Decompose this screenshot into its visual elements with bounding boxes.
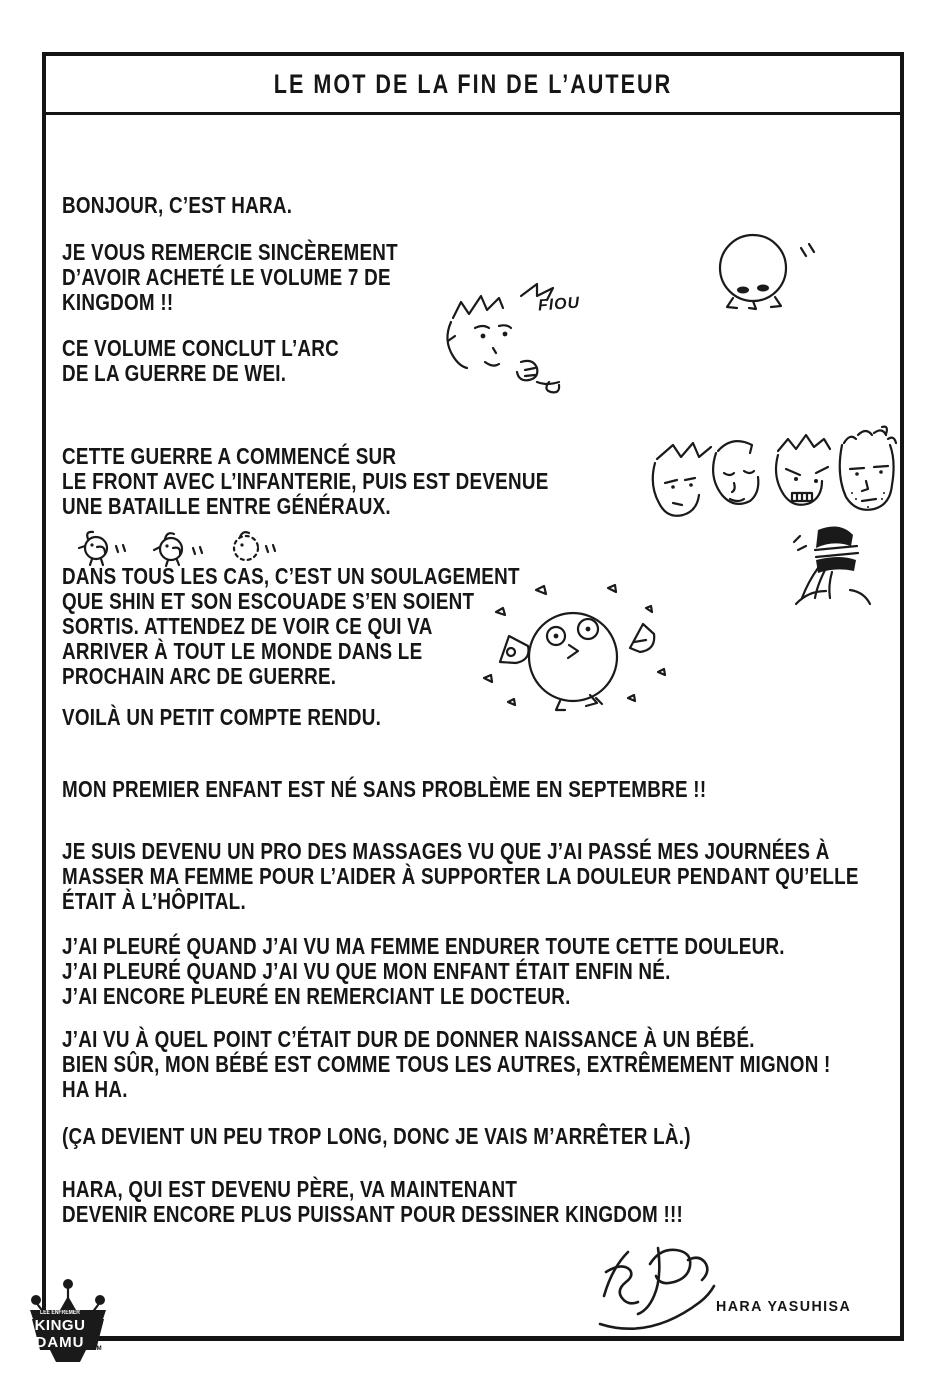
text-line: J’AI VU À QUEL POINT C’ÉTAIT DUR DE DONNER NAISSANCE À UN BÉBÉ. bbox=[62, 1026, 755, 1052]
generals-faces-doodle bbox=[642, 425, 900, 530]
text-line: SORTIS. ATTENDEZ DE VOIR CE QUI VA bbox=[62, 613, 433, 639]
fiou-label: FIOU bbox=[537, 294, 581, 315]
paragraph-volume-arc bbox=[62, 336, 339, 386]
text-line: MON PREMIER ENFANT EST NÉ SANS PROBLÈME EN SEPTEMBRE !! bbox=[62, 776, 707, 802]
text-line: QUE SHIN ET SON ESCOUADE S’EN SOIENT bbox=[62, 588, 475, 614]
text-line: J’AI PLEURÉ QUAND J’AI VU QUE MON ENFANT ÉTAIT ENFIN NÉ. bbox=[62, 958, 671, 984]
text-line: KINGDOM !! bbox=[62, 289, 174, 315]
text-line: CE VOLUME CONCLUT L’ARC bbox=[62, 335, 340, 361]
text-line: HARA, QUI EST DEVENU PÈRE, VA MAINTENANT bbox=[62, 1176, 518, 1202]
frame-bottom-border bbox=[42, 1336, 904, 1341]
logo-text-kingu: KINGU bbox=[34, 1317, 86, 1334]
paragraph-baby-born bbox=[62, 777, 706, 802]
signature-handwriting bbox=[592, 1238, 737, 1338]
text-line: MASSER MA FEMME POUR L’AIDER À SUPPORTER LA DOULEUR PENDANT QU’ELLE bbox=[62, 863, 859, 889]
text-line: DEVENIR ENCORE PLUS PUISSANT POUR DESSINER KINGDOM !!! bbox=[62, 1201, 684, 1227]
paragraph-massages bbox=[62, 839, 859, 914]
logo-text-damu: DAMU bbox=[35, 1334, 85, 1351]
text-line: VOILÀ UN PETIT COMPTE RENDU. bbox=[62, 704, 382, 730]
paragraph-birth bbox=[62, 1027, 831, 1102]
text-line: CETTE GUERRE A COMMENCÉ SUR bbox=[62, 443, 397, 469]
paragraph-tears bbox=[62, 934, 785, 1009]
title-band bbox=[46, 56, 900, 112]
text-line: JE SUIS DEVENU UN PRO DES MASSAGES VU QUE J’AI PASSÉ MES JOURNÉES À bbox=[62, 838, 830, 864]
text-line: PROCHAIN ARC DE GUERRE. bbox=[62, 663, 337, 689]
text-line: HA HA. bbox=[62, 1076, 128, 1102]
paragraph-summary bbox=[62, 705, 381, 730]
title-divider bbox=[42, 112, 904, 115]
paragraph-war-start bbox=[62, 444, 549, 519]
logo-micro-text: LEE ENFREMER bbox=[40, 1310, 80, 1316]
paragraph-thanks bbox=[62, 240, 398, 315]
text-line: J’AI ENCORE PLEURÉ EN REMERCIANT LE DOCTEUR. bbox=[62, 983, 571, 1009]
text-line: ARRIVER À TOUT LE MONDE DANS LE bbox=[62, 638, 423, 664]
owl-doodle bbox=[478, 582, 673, 717]
text-line: (ÇA DEVIENT UN PEU TROP LONG, DONC JE VAIS M’ARRÊTER LÀ.) bbox=[62, 1123, 691, 1149]
text-line: BONJOUR, C’EST HARA. bbox=[62, 192, 293, 218]
text-line: J’AI PLEURÉ QUAND J’AI VU MA FEMME ENDURER TOUTE CETTE DOULEUR. bbox=[62, 933, 785, 959]
paragraph-relief bbox=[62, 564, 520, 689]
back-figure-doodle bbox=[788, 524, 873, 616]
text-line: BIEN SÛR, MON BÉBÉ EST COMME TOUS LES AUTRES, EXTRÊMEMENT MIGNON ! bbox=[62, 1051, 831, 1077]
page-title: LE MOT DE LA FIN DE L’AUTEUR bbox=[273, 68, 673, 99]
chicks-doodle bbox=[78, 520, 288, 568]
text-line: DANS TOUS LES CAS, C’EST UN SOULAGEMENT bbox=[62, 563, 520, 589]
paragraph-greeting bbox=[62, 193, 292, 218]
frame-left-border bbox=[42, 52, 46, 1341]
text-line: DE LA GUERRE DE WEI. bbox=[62, 360, 287, 386]
logo-tm-mark: TM bbox=[93, 1346, 102, 1352]
paragraph-closing bbox=[62, 1177, 683, 1227]
text-line: D’AVOIR ACHETÉ LE VOLUME 7 DE bbox=[62, 264, 391, 290]
text-line: UNE BATAILLE ENTRE GÉNÉRAUX. bbox=[62, 493, 391, 519]
text-line: JE VOUS REMERCIE SINCÈREMENT bbox=[62, 239, 398, 265]
frame-right-border bbox=[900, 52, 904, 1341]
text-line: LE FRONT AVEC L’INFANTERIE, PUIS EST DEVENUE bbox=[62, 468, 549, 494]
author-name: HARA YASUHISA bbox=[716, 1298, 852, 1315]
paragraph-too-long bbox=[62, 1124, 691, 1149]
blob-back-doodle bbox=[705, 228, 815, 313]
text-line: ÉTAIT À L’HÔPITAL. bbox=[62, 888, 246, 914]
